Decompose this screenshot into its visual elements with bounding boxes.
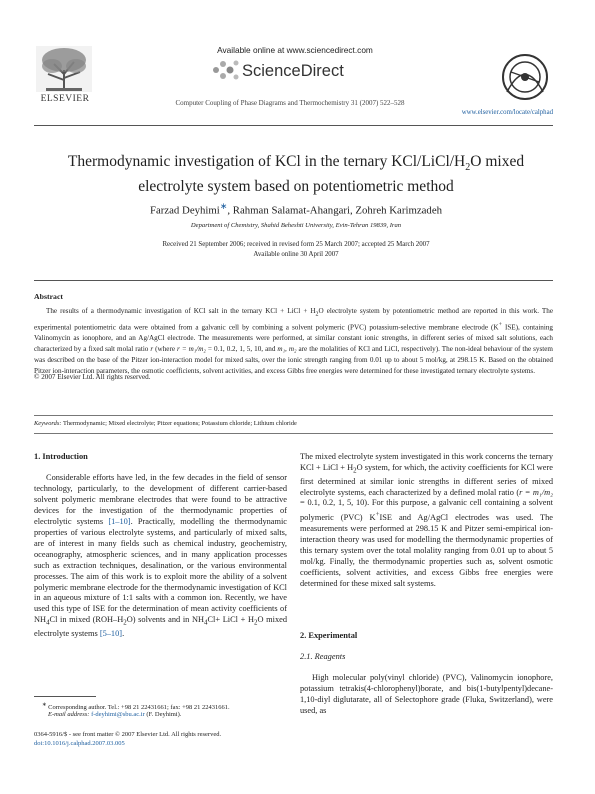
available-online-text[interactable]: Available online at www.sciencedirect.com (217, 45, 373, 55)
corresponding-author-footnote: ∗ Corresponding author. Tel.: +98 21 22431661; fax: +98 21 22431661. (42, 702, 230, 712)
corresponding-author-link[interactable]: ∗ (219, 201, 228, 211)
title-divider (34, 280, 553, 281)
keywords-divider-top (34, 415, 553, 416)
author-list: Farzad Deyhimi∗, Rahman Salamat-Ahangari, Zohreh Karimzadeh (149, 201, 443, 217)
abstract-body: The results of a thermodynamic investigation of KCl salt in the ternary KCl + LiCl + $H_2O$ electrolyte system by potentiometric method are reported in this work. The experimental potentiometric data were obtained from a galvanic cell by combining a solvent polymeric (PVC) potassium-selective membrane electrode (K+ ISE), containing Valinomycin as ionophore, and an Ag/AgCl electrode. The measurements were performed, at similar constant ionic strengths, in different series of mixed salt solutions, each characterized by a fixed salt molal ratio r (where r = m₁/m₂ = 0.1, 0.2, 1, 5, 10, and m₁, m₂ are the molalities of KCl and LiCl, respectively). The non-ideal behaviour of the system was described on the base of the Pitzer ion-interaction model for mixed salts, over the ionic strength ranging from 0.01 up to about 5 mol/kg, at 298.15 K. Based on the obtained Pitzer ion-interaction parameters, the osmotic coefficients, solvent activities, and excess Gibbs free energies were determined for these investigated ternary electrolyte systems. (34, 307, 553, 375)
journal-citation: Computer Coupling of Phase Diagrams and Thermochemistry 31 (2007) 522–528 (175, 99, 405, 107)
email-footnote: E-mail address: f-deyhimi@sbu.ac.ir (F. Deyhimi). (48, 711, 182, 718)
footnote-divider (34, 696, 96, 697)
introduction-paragraph: Considerable efforts have led, in the few decades in the field of sensor technology, particularly, to the development of different carrier-based solvent polymeric membrane electrodes that were found to be attractive devices for the investigation of the thermodynamic properties of electrolytic systems [1–10]. Practically, modelling the thermodynamic properties of various electrolyte systems, and particularly of mixed salts, are of interest in many fields such as chemical industry, geochemistry, oceanography, atmospheric sciences, and in many application processes such as extraction techniques, desalination, or the various environmental processes. The aim of this work is to exploit more the ability of a solvent polymeric membrane electrode for the thermodynamic investigation of KCl in an aqueous mixture of 1:1 salts with a common ion. Recently, we have used this type of ISE for the determination of mean activity coefficients of $NH_4Cl$ in mixed $(ROH-H_2O)$ solvents and in $NH_4Cl+$ LiCl + $H_2O$ mixed electrolyte systems [5–10]. (34, 473, 288, 638)
publisher-name: ELSEVIER (40, 94, 90, 104)
paper-title: Thermodynamic investigation of KCl in the ternary KCl/$LiCl/H_2O$ mixed electrolyte system based on potentiometric method (67, 153, 525, 196)
header-divider (34, 125, 553, 126)
email-link[interactable]: f-deyhimi@sbu.ac.ir (91, 711, 145, 718)
received-dates: Received 21 September 2006; received in revised form 25 March 2007; accepted 25 March 2007 (162, 241, 430, 248)
abstract-copyright: © 2007 Elsevier Ltd. All rights reserved. (34, 373, 151, 381)
author-name: Farzad Deyhimi (149, 204, 220, 217)
sciencedirect-logo-text[interactable]: ScienceDirect (242, 62, 344, 80)
subsection-heading-reagents: 2.1. Reagents (300, 652, 346, 661)
doi-link[interactable]: doi:10.1016/j.calphad.2007.03.005 (34, 740, 125, 747)
online-date: Available online 30 April 2007 (253, 251, 339, 258)
affiliation: Department of Chemistry, Shahid Beheshti University, Evin-Tehran 19839, Iran (190, 222, 402, 229)
introduction-paragraph-continued: The mixed electrolyte system investigated in this work concerns the ternary KCl + LiCl + $H_2O$ system, for which, the activity coefficients for KCl were first determined at similar ionic strengths in different series of mixed electrolyte systems, each characterized by a defined molal ratio (r = m₁/m₂ = 0.1, 0.2, 1, 5, 10). For this purpose, a galvanic cell containing a solvent polymeric (PVC) K+ISE and Ag/AgCl electrodes was used. The measurements were performed at 298.15 K and Pitzer semi-empirical ion-interaction theory was used for modelling the thermodynamic properties of this ternary system over the total molality ranging from 0.01 up to about 5 mol/kg. Finally, the thermodynamic properties such as, solvent osmotic coefficients, solvent activities, and excess Gibbs free energies were determined for these mixed salt systems. (300, 452, 553, 588)
journal-url-link[interactable]: www.elsevier.com/locate/calphad (461, 109, 553, 116)
issn-line: 0364-5916/$ - see front matter © 2007 Elsevier Ltd. All rights reserved. (34, 731, 222, 738)
calphad-emblem-icon (497, 52, 553, 102)
keywords-divider-bottom (34, 433, 553, 434)
section-heading-experimental: 2. Experimental (300, 631, 358, 640)
sciencedirect-dots-icon (212, 58, 240, 82)
keywords: Keywords: Thermodynamic; Mixed electrolyte; Pitzer equations; Potassium chloride; Lithium chloride (34, 420, 297, 427)
abstract-heading: Abstract (34, 292, 64, 301)
citation-link[interactable]: [1–10] (108, 516, 131, 526)
citation-link[interactable]: [5–10] (99, 629, 123, 638)
section-heading-introduction: 1. Introduction (34, 452, 88, 461)
reagents-paragraph: High molecular poly(vinyl chloride) (PVC), Valinomycin ionophore, potassium tetrakis(4-chlorophenyl)borate, and bis(1-butylpentyl)decane-1,10-diyl diglutarate, all of Selectophore grade (Fluka, Switzerland), were used, as (300, 673, 553, 715)
